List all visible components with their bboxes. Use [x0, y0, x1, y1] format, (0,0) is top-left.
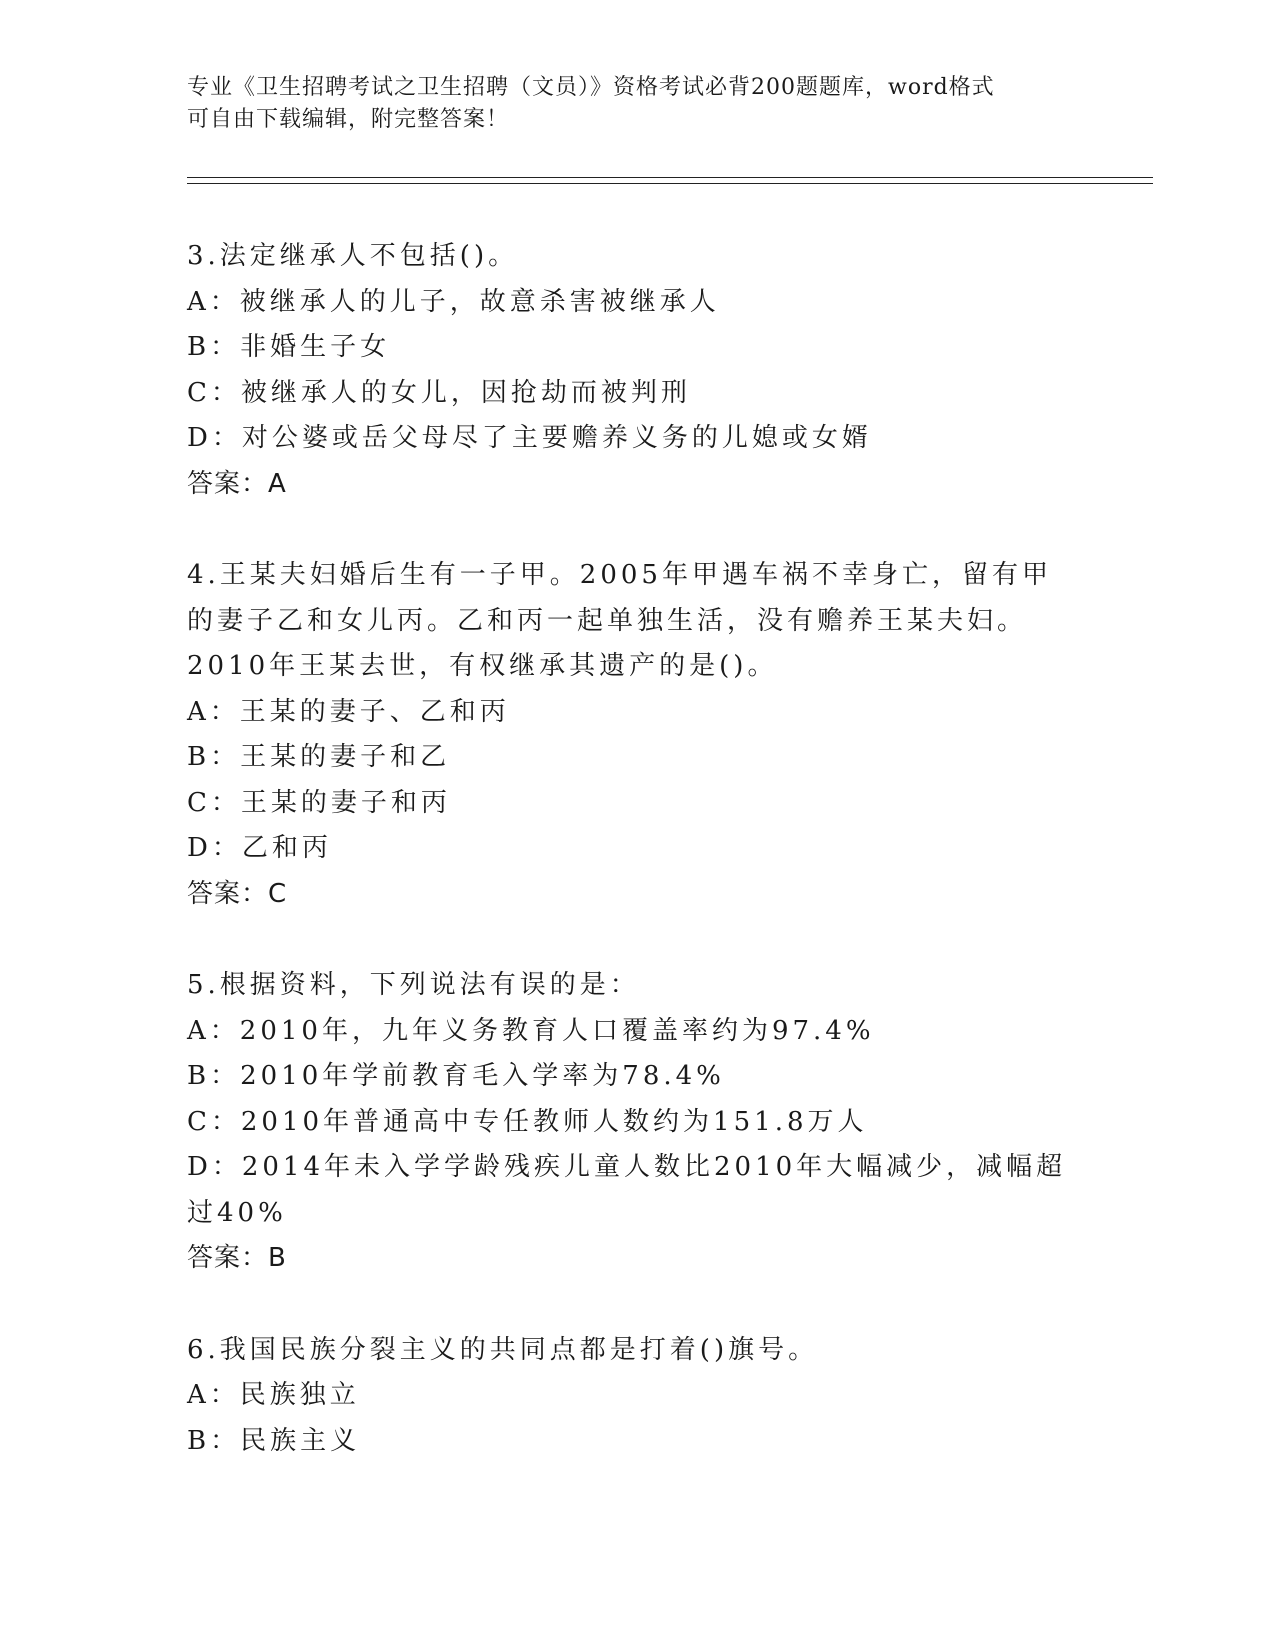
question-stem: 3.法定继承人不包括()。	[187, 241, 519, 271]
answer-line: 答案：B	[187, 1243, 287, 1273]
header-divider	[187, 177, 1153, 184]
option-c: C：王某的妻子和丙	[187, 787, 451, 818]
question-stem: 5.根据资料，下列说法有误的是：	[187, 970, 640, 1000]
document-header	[187, 72, 1087, 136]
header-line-1: 专业《卫生招聘考试之卫生招聘（文员）》资格考试必背200题题库，word格式	[187, 75, 995, 100]
option-b: B：2010年学前教育毛入学率为78.4%	[187, 1061, 725, 1091]
option-d: D：乙和丙	[187, 833, 332, 863]
question-list	[187, 234, 1067, 1464]
option-a: A：民族独立	[187, 1380, 360, 1410]
option-b: B：王某的妻子和乙	[187, 742, 451, 772]
option-c: C：被继承人的女儿，因抢劫而被判刑	[187, 377, 691, 408]
answer-line: 答案：A	[187, 468, 287, 499]
question-3	[187, 234, 1067, 507]
question-5	[187, 963, 1067, 1282]
question-6	[187, 1328, 1067, 1465]
option-b: B：民族主义	[187, 1425, 361, 1456]
option-d: D：2014年未入学学龄残疾儿童人数比2010年大幅减少，减幅超过40%	[187, 1152, 1067, 1228]
option-a: A：王某的妻子、乙和丙	[187, 696, 510, 727]
option-b: B：非婚生子女	[187, 332, 391, 362]
question-4	[187, 553, 1067, 917]
option-c: C：2010年普通高中专任教师人数约为151.8万人	[187, 1106, 868, 1137]
header-line-2: 可自由下载编辑，附完整答案！	[187, 107, 510, 132]
question-stem: 6.我国民族分裂主义的共同点都是打着()旗号。	[187, 1334, 819, 1365]
option-a: A：被继承人的儿子，故意杀害被继承人	[187, 286, 720, 317]
question-stem: 4.王某夫妇婚后生有一子甲。2005年甲遇车祸不幸身亡，留有甲的妻子乙和女儿丙。乙和丙一起单独生活，没有赡养王某夫妇。2010年王某去世，有权继承其遗产的是()。	[187, 560, 1052, 681]
option-a: A：2010年，九年义务教育人口覆盖率约为97.4%	[187, 1015, 875, 1046]
answer-line: 答案：C	[187, 878, 288, 909]
option-d: D：对公婆或岳父母尽了主要赡养义务的儿媳或女婿	[187, 423, 872, 453]
